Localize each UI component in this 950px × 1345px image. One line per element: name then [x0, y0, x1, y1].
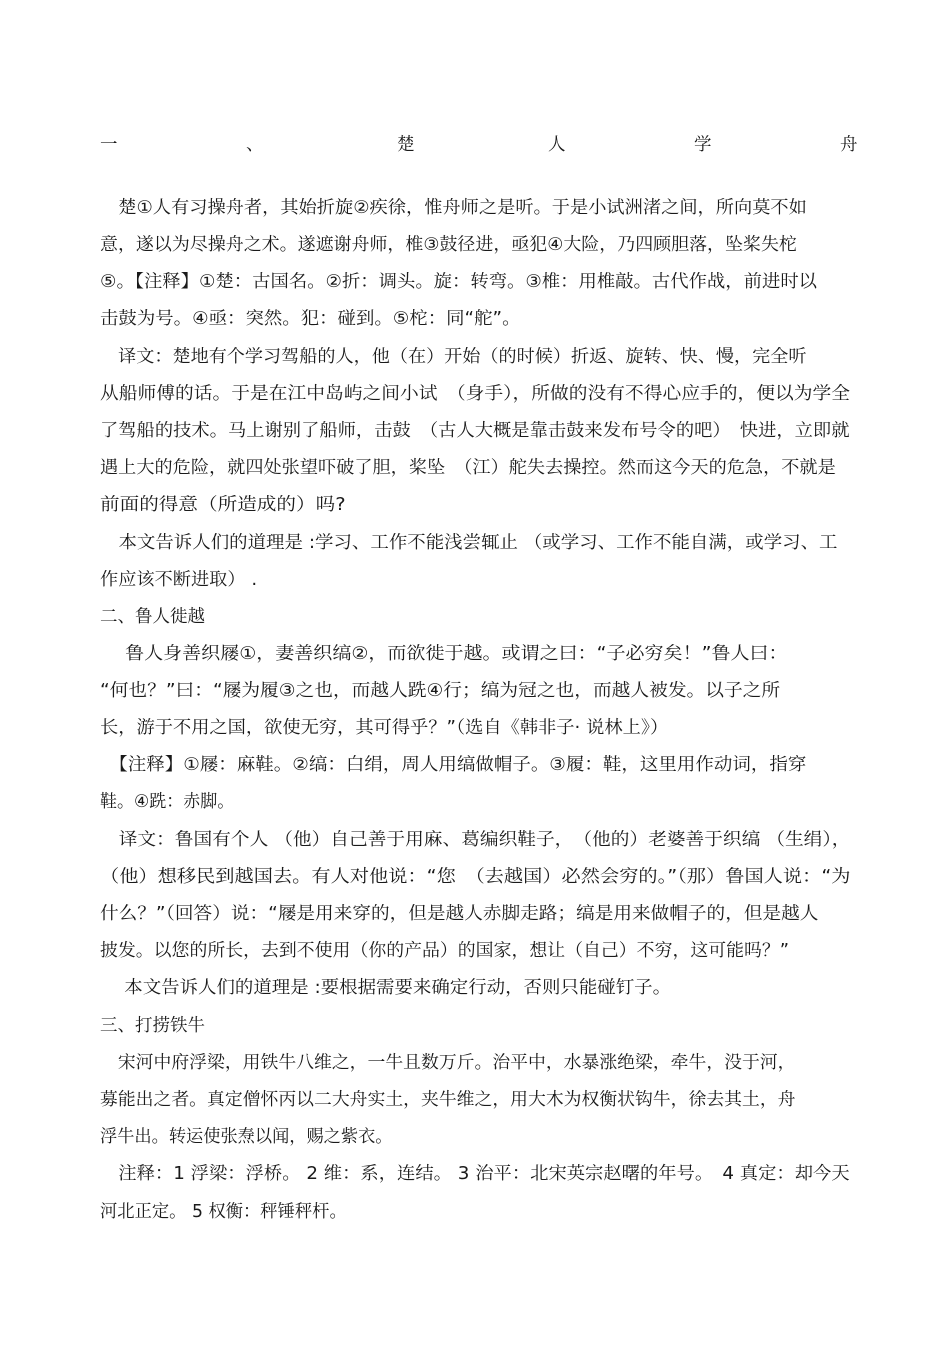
text-line: 【注释】①屦：麻鞋。②缟：白绢，周人用缟做帽子。③履：鞋，这里用作动词，指穿	[100, 755, 807, 775]
text-line: 本文告诉人们的道理是 :要根据需要来确定行动，否则只能碰钉子。	[100, 978, 672, 998]
text-line: ⑤。【注释】①楚：古国名。②折：调头。旋：转弯。③椎：用椎敲。古代作战，前进时以	[100, 272, 818, 292]
text-line: 意，遂以为尽操舟之术。遂遮谢舟师，椎③鼓径进，亟犯④大险，乃四顾胆落，坠桨失柁	[100, 235, 797, 255]
text-line: “何也？”曰：“屦为履③之也，而越人跣④行；缟为冠之也，而越人被发。以子之所	[100, 681, 781, 701]
text-line: （他）想移民到越国去。有人对他说：“您 （去越国）必然会穷的。”（那）鲁国人说：“为	[100, 867, 851, 887]
text-line: 从船师傅的话。于是在江中岛屿之间小试 （身手），所做的没有不得心应手的，便以为学全	[100, 384, 850, 404]
text-line: 击鼓为号。④亟：突然。犯：碰到。⑤柁：同“舵”。	[100, 309, 521, 329]
text-line: 宋河中府浮梁，用铁牛八维之，一牛且数万斤。治平中，水暴涨绝梁，牵牛，没于河，	[100, 1053, 796, 1073]
text-line: 了驾船的技术。马上谢别了船师，击鼓 （古人大概是靠击鼓来发布号令的吧） 快进，立即就	[100, 421, 850, 441]
text-line: 什么？”（回答）说：“屦是用来穿的，但是越人赤脚走路；缟是用来做帽子的，但是越人	[100, 904, 819, 924]
text-line: 三、打捞铁牛	[100, 1016, 205, 1036]
text-line: 长，游于不用之国，欲使无穷，其可得乎？”（选自《韩非子· 说林上》）	[100, 718, 669, 738]
text-line: 河北正定。 5 权衡：秤锤秤杆。	[100, 1202, 347, 1222]
text-line: 楚①人有习操舟者，其始折旋②疾徐，惟舟师之是听。于是小试洲渚之间，所向莫不如	[100, 198, 807, 218]
text-line: 本文告诉人们的道理是 :学习、工作不能浅尝辄止 （或学习、工作不能自满，或学习、工	[100, 533, 838, 553]
text-line: 译文：楚地有个学习驾船的人，他（在）开始（的时候）折返、旋转、快、慢，完全听	[100, 347, 807, 367]
title-char: 一	[100, 135, 118, 155]
title-char: 学	[694, 135, 712, 155]
text-line: 鞋。④跣：赤脚。	[100, 792, 235, 812]
text-line: 二、鲁人徙越	[100, 607, 205, 627]
text-line: 前面的得意（所造成的）吗?	[100, 495, 346, 515]
text-line: 作应该不断进取） .	[100, 570, 258, 590]
text-line: 注释：1 浮梁：浮桥。 2 维：系，连结。 3 治平：北宋英宗赵曙的年号。 4 真定：却今天	[100, 1164, 850, 1184]
title-char: 人	[548, 135, 566, 155]
text-line: 鲁人身善织屦①，妻善织缟②，而欲徙于越。或谓之曰：“子必穷矣！”鲁人曰：	[100, 644, 788, 664]
text-line: 披发。以您的所长，去到不使用（你的产品）的国家，想让（自己）不穷，这可能吗？”	[100, 941, 790, 961]
text-line: 遇上大的危险，就四处张望吓破了胆，桨坠 （江）舵失去操控。然而这今天的危急，不就是	[100, 458, 836, 478]
text-line: 浮牛出。转运使张焘以闻，赐之紫衣。	[100, 1127, 393, 1147]
text-line: 募能出之者。真定僧怀丙以二大舟实土，夹牛维之，用大木为权衡状钩牛，徐去其土，舟	[100, 1090, 796, 1110]
title-char: 舟	[840, 135, 858, 155]
title-char: 、	[246, 135, 264, 155]
text-line: 译文：鲁国有个人 （他）自己善于用麻、葛编织鞋子， （他的）老婆善于织缟 （生绢），	[100, 830, 851, 850]
title-char: 楚	[397, 135, 415, 155]
